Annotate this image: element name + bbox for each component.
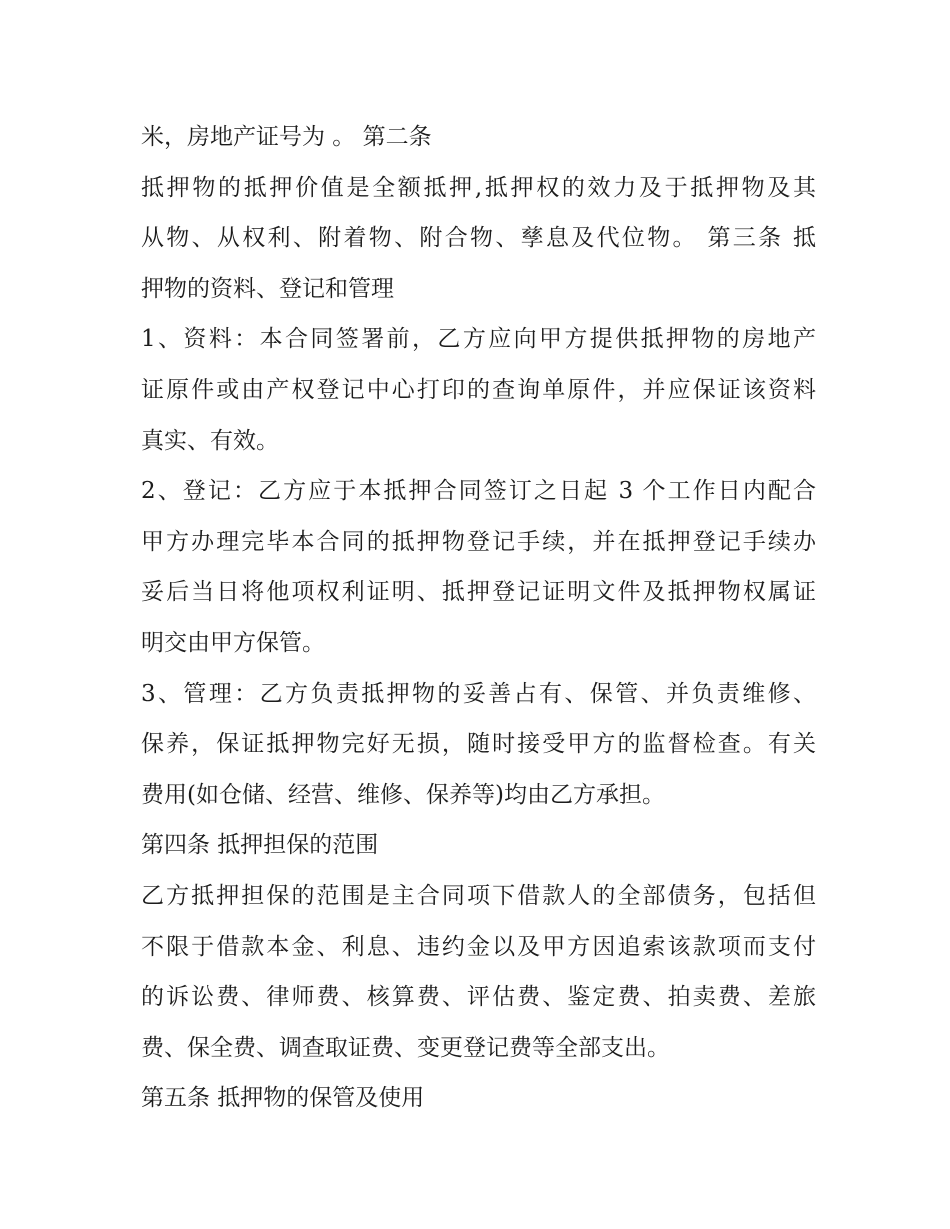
text-line: 费、保全费、调查取证费、变更登记费等全部支出。 <box>141 1034 670 1061</box>
section-heading: 第四条 抵押担保的范围 <box>141 832 379 859</box>
section-heading: 第五条 抵押物的保管及使用 <box>141 1085 425 1112</box>
text-line: 不限于借款本金、利息、违约金以及甲方因追索该款项而支付 <box>141 933 816 960</box>
text-line: 甲方办理完毕本合同的抵押物登记手续，并在抵押登记手续办 <box>141 528 816 555</box>
text-line: 妥后当日将他项权利证明、抵押登记证明文件及抵押物权属证 <box>141 579 816 606</box>
text-line: 2、登记：乙方应于本抵押合同签订之日起 3 个工作日内配合 <box>141 478 816 505</box>
text-line: 3、管理：乙方负责抵押物的妥善占有、保管、并负责维修、 <box>141 680 816 707</box>
text-line: 真实、有效。 <box>141 427 279 454</box>
text-line: 从物、从权利、附着物、附合物、孳息及代位物。 第三条 抵 <box>141 225 816 252</box>
text-line: 证原件或由产权登记中心打印的查询单原件，并应保证该资料 <box>141 376 816 403</box>
text-line: 的诉讼费、律师费、核算费、评估费、鉴定费、拍卖费、差旅 <box>141 984 816 1011</box>
text-line: 保养，保证抵押物完好无损，随时接受甲方的监督检查。有关 <box>141 731 816 758</box>
text-line: 押物的资料、登记和管理 <box>141 275 394 302</box>
document-body <box>141 112 816 1124</box>
text-line: 明交由甲方保管。 <box>141 629 325 656</box>
text-line: 费用(如仓储、经营、维修、保养等)均由乙方承担。 <box>141 781 665 808</box>
text-line: 抵押物的抵押价值是全额抵押,抵押权的效力及于抵押物及其 <box>141 174 816 201</box>
text-line: 乙方抵押担保的范围是主合同项下借款人的全部债务，包括但 <box>141 882 816 909</box>
text-line: 1、资料：本合同签署前，乙方应向甲方提供抵押物的房地产 <box>141 326 816 353</box>
text-line: 米，房地产证号为 。 第二条 <box>141 124 432 150</box>
